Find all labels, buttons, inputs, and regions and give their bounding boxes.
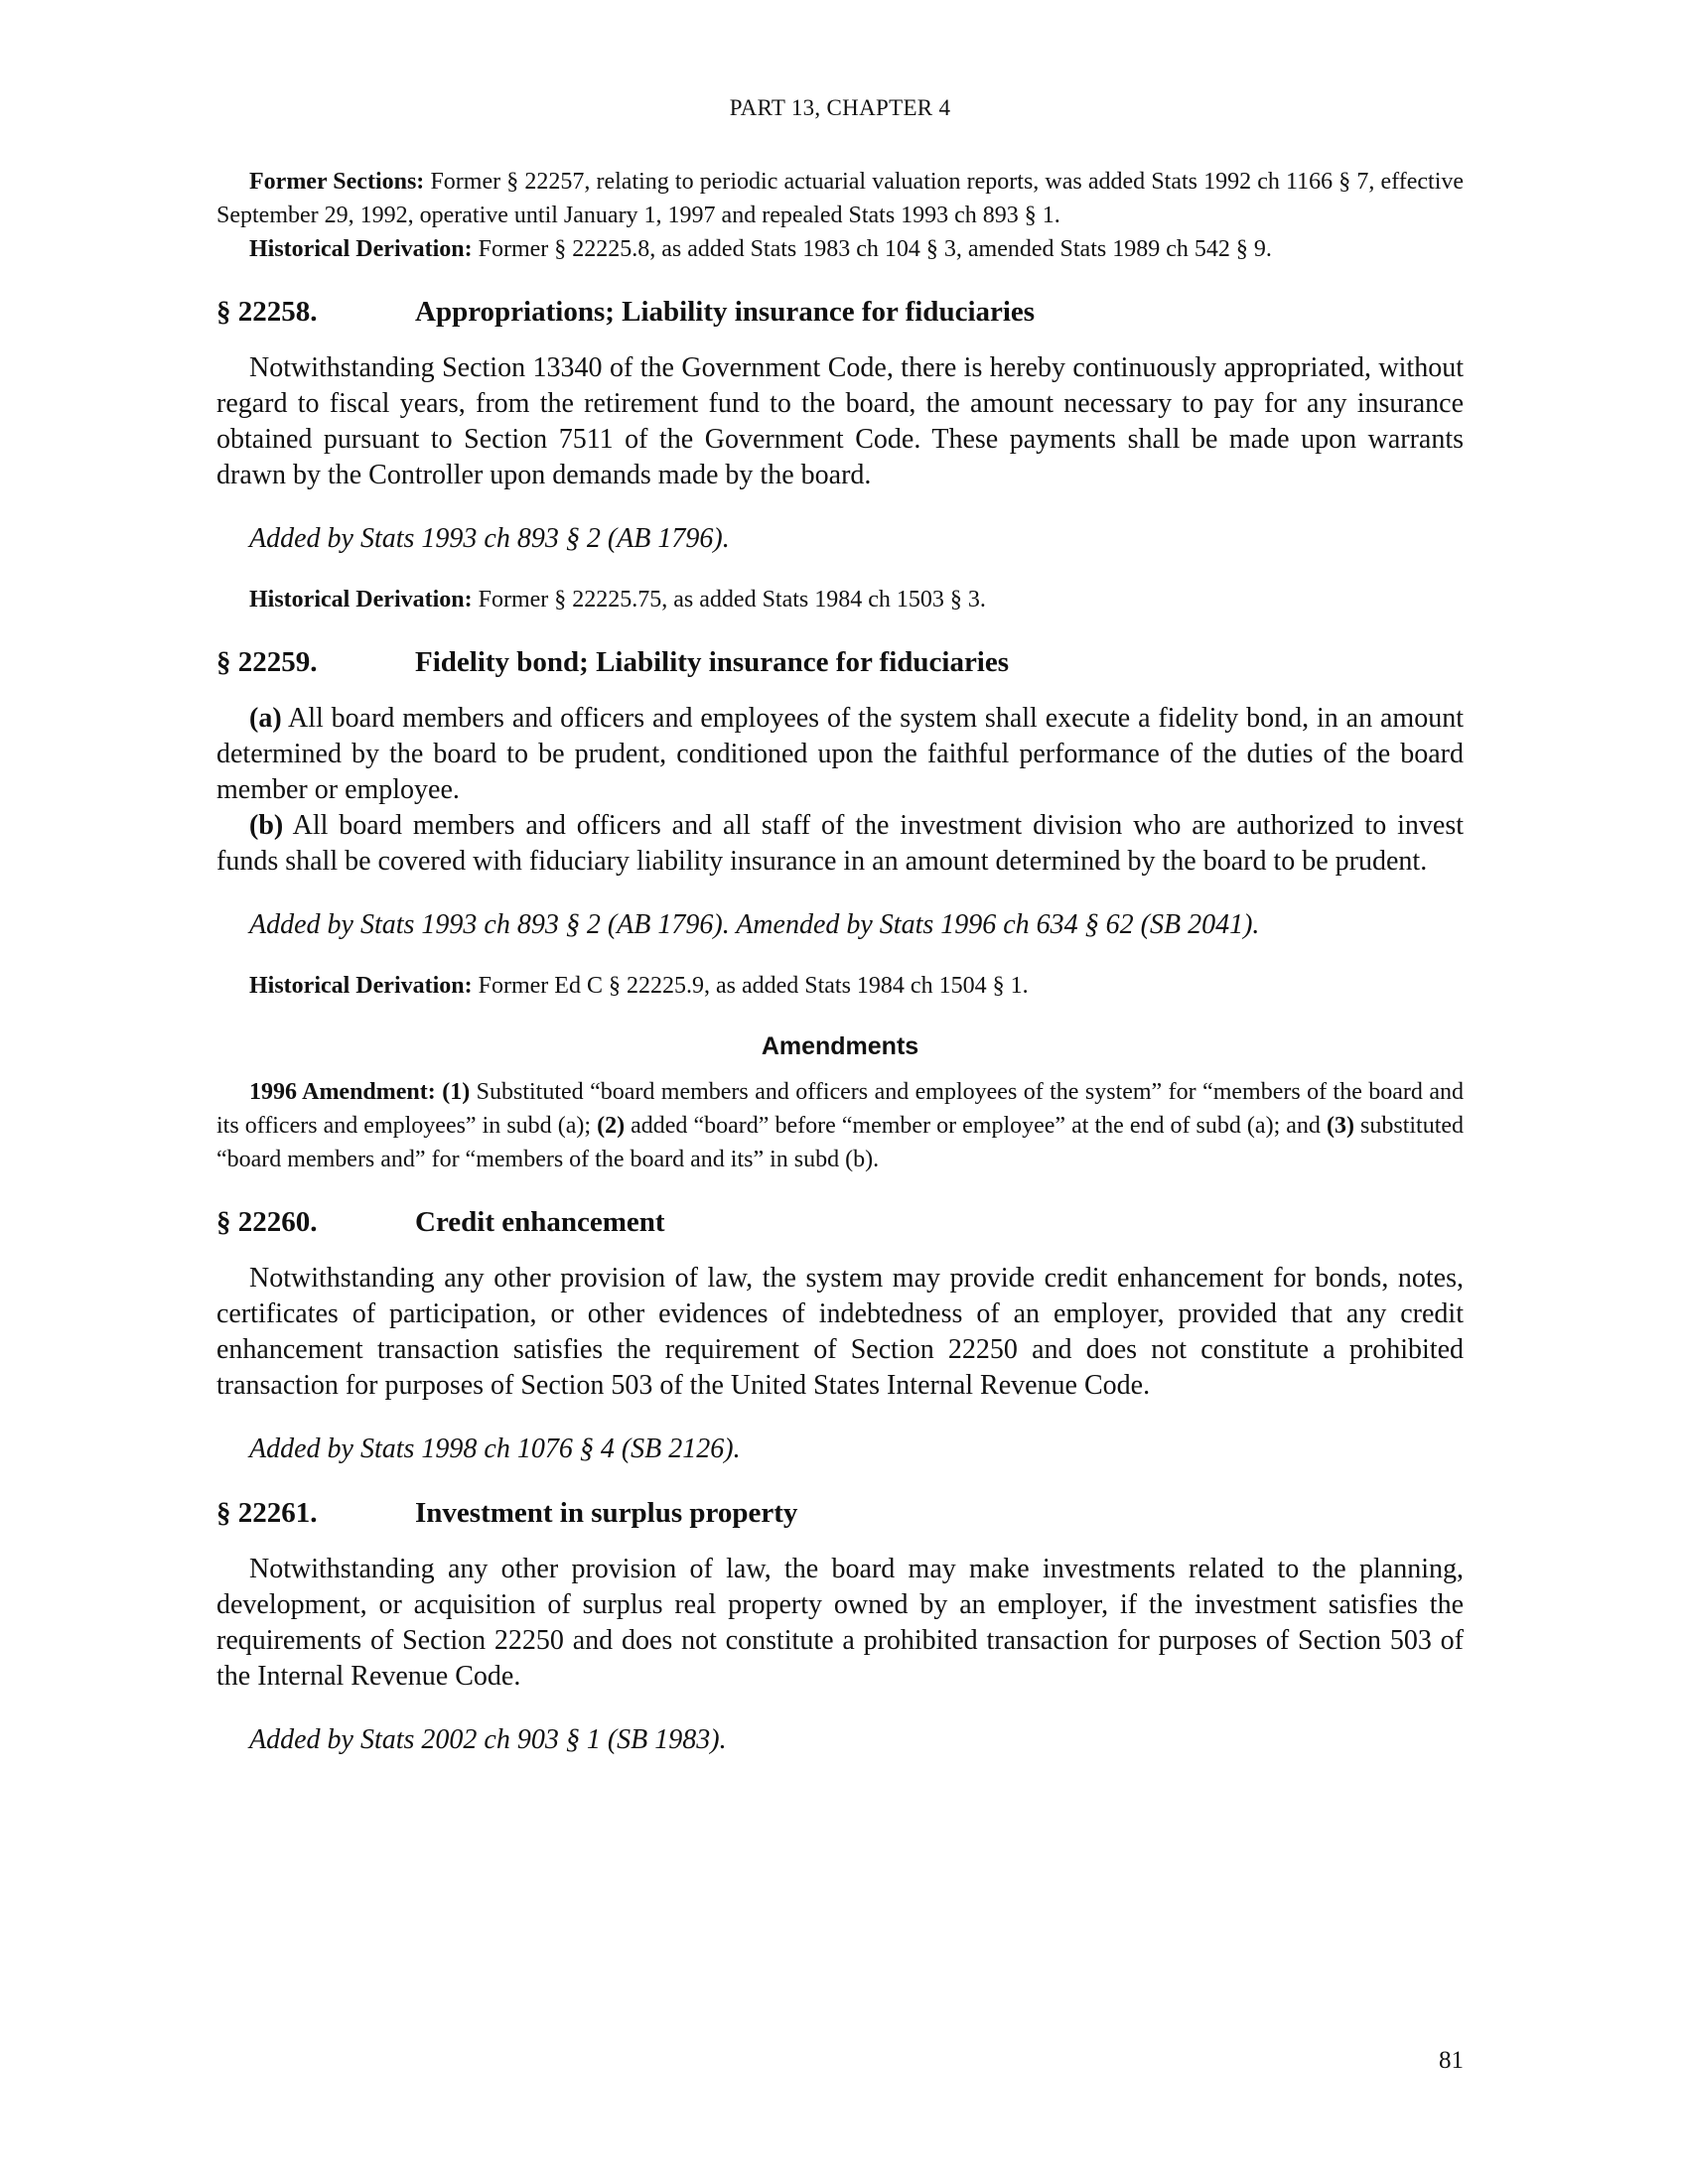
running-head: PART 13, CHAPTER 4 — [729, 95, 951, 120]
subdivision-b — [216, 808, 1464, 880]
section-heading-22259 — [216, 646, 1464, 679]
section-number: § 22261. — [216, 1497, 318, 1529]
section-body: Notwithstanding Section 13340 of the Government Code, there is hereby continuously appropriated, without regard to fiscal years, from the retirement fund to the board, the amount necessary to pay for any insurance obtained pursuant to Section 7511 of the Government Code. These payments shall be made upon warrants drawn by the Controller upon demands made by the board. — [216, 352, 1464, 490]
section-number: § 22259. — [216, 646, 318, 678]
historical-derivation-label: Historical Derivation: — [249, 236, 473, 262]
section-heading-22258 — [216, 296, 1464, 329]
document-page — [216, 95, 1464, 1758]
amendment-item-number: (3) — [1326, 1113, 1354, 1139]
legislative-history: Added by Stats 1993 ch 893 § 2 (AB 1796). — [249, 523, 730, 554]
legislative-history: Added by Stats 1998 ch 1076 § 4 (SB 2126). — [249, 1433, 741, 1464]
section-body: Notwithstanding any other provision of law, the board may make investments related to the planning, development, or acquisition of surplus real property owned by an employer, if the investment satisfies the requirements of Section 22250 and does not constitute a prohibited transaction for purposes of Section 503 of the Internal Revenue Code. — [216, 1554, 1464, 1692]
amendment-item-number: (1) — [442, 1079, 471, 1105]
amendment-item-text: substituted “board members and” for “members of the board and its” in subd (b). — [216, 1113, 1465, 1172]
historical-derivation-note — [216, 969, 1464, 1003]
historical-derivation-text: Former § 22225.8, as added Stats 1983 ch 104 § 3, amended Stats 1989 ch 542 § 9. — [478, 236, 1272, 262]
historical-derivation-note — [216, 583, 1464, 616]
section-heading-22261 — [216, 1497, 1464, 1530]
section-number: § 22258. — [216, 296, 318, 328]
legislative-history: Added by Stats 2002 ch 903 § 1 (SB 1983). — [249, 1724, 727, 1755]
amendment-item-number: (2) — [597, 1113, 626, 1139]
section-title: Fidelity bond; Liability insurance for fiduciaries — [415, 646, 1010, 678]
former-sections-note — [216, 165, 1464, 232]
historical-derivation-text: Former § 22225.75, as added Stats 1984 ch 1503 § 3. — [478, 587, 986, 613]
former-sections-text: Former § 22257, relating to periodic actuarial valuation reports, was added Stats 1992 ch 1166 § 7, effective September 29, 1992, operative until January 1, 1997 and repealed Stats 1993 ch 893 § 1. — [216, 169, 1465, 228]
historical-derivation-text: Former Ed C § 22225.9, as added Stats 1984 ch 1504 § 1. — [478, 973, 1029, 999]
amendments-heading: Amendments — [761, 1032, 919, 1060]
section-body: Notwithstanding any other provision of law, the system may provide credit enhancement for bonds, notes, certificates of participation, or other evidences of indebtedness of an employer, provided that any credit enhancement transaction satisfies the requirement of Section 22250 and does not constitute a prohibited transaction for purposes of Section 503 of the United States Internal Revenue Code. — [216, 1263, 1464, 1401]
subdivision-text: All board members and officers and all staff of the investment division who are authorized to invest funds shall be covered with fiduciary liability insurance in an amount determined by the board to be prudent. — [216, 810, 1464, 877]
historical-derivation-label: Historical Derivation: — [249, 973, 473, 999]
historical-derivation-label: Historical Derivation: — [249, 587, 473, 613]
subdivision-label: (a) — [249, 703, 282, 734]
former-sections-label: Former Sections: — [249, 169, 425, 195]
section-number: § 22260. — [216, 1206, 318, 1238]
amendment-note — [216, 1075, 1464, 1176]
section-title: Credit enhancement — [415, 1206, 665, 1238]
subdivision-a — [216, 701, 1464, 808]
section-title: Investment in surplus property — [415, 1497, 798, 1529]
amendment-item-text: added “board” before “member or employee” at the end of subd (a); and — [631, 1113, 1321, 1139]
section-title: Appropriations; Liability insurance for fiduciaries — [415, 296, 1036, 328]
subdivision-text: All board members and officers and employees of the system shall execute a fidelity bond, in an amount determined by the board to be prudent, conditioned upon the faithful performance of the duties of the board member or employee. — [216, 703, 1464, 805]
legislative-history: Added by Stats 1993 ch 893 § 2 (AB 1796). Amended by Stats 1996 ch 634 § 62 (SB 2041). — [249, 909, 1260, 940]
historical-derivation-note — [216, 232, 1464, 266]
section-heading-22260 — [216, 1206, 1464, 1239]
amendment-label: 1996 Amendment: — [249, 1079, 436, 1105]
amendment-item-text: Substituted “board members and officers and employees of the system” for “members of the board and its officers and employees” in subd (a); — [216, 1079, 1465, 1139]
page-number: 81 — [1439, 2047, 1464, 2074]
subdivision-label: (b) — [249, 810, 284, 841]
